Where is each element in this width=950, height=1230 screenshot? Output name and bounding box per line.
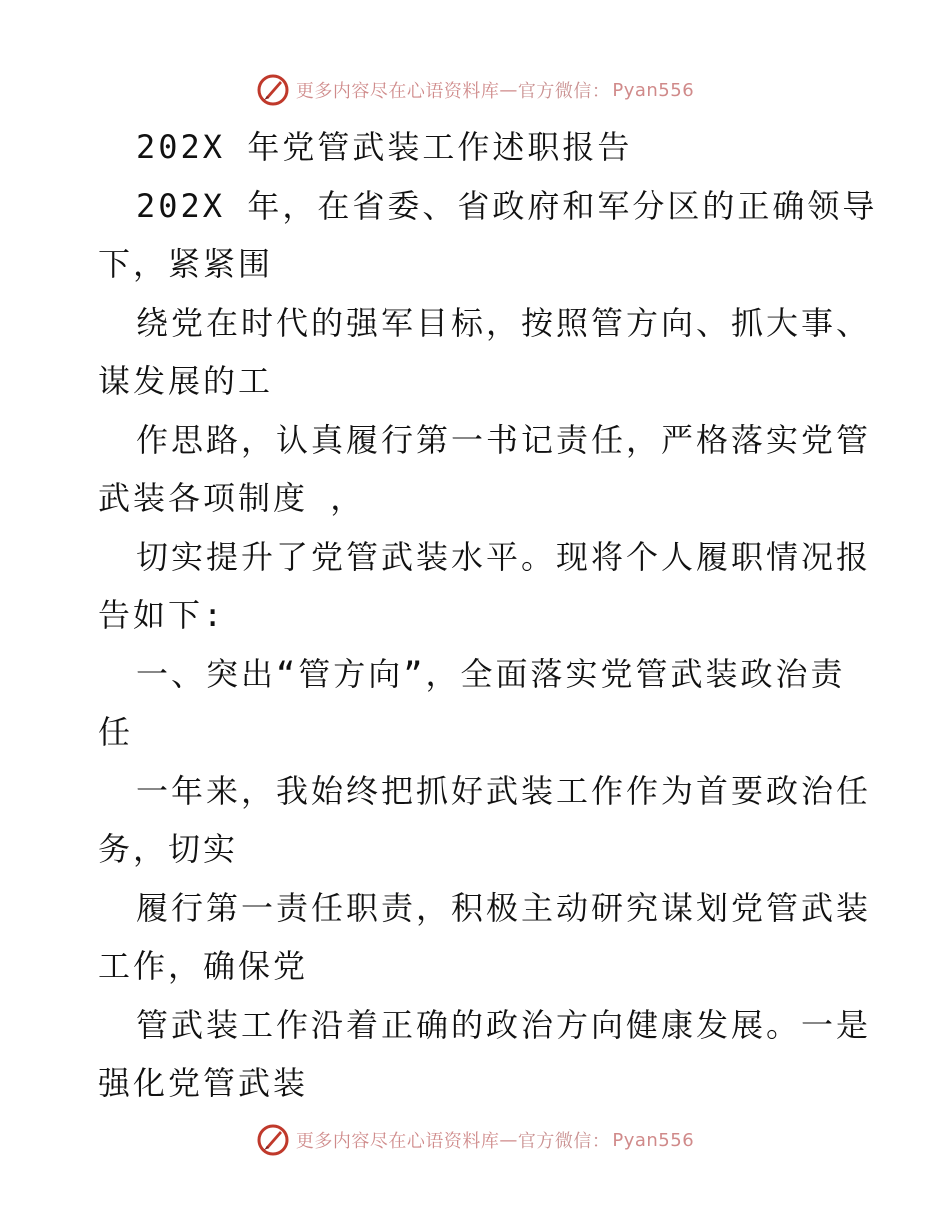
header-banner bbox=[0, 70, 950, 110]
paragraph bbox=[98, 294, 872, 411]
banner-wechat-label: 官方微信： bbox=[517, 1131, 611, 1152]
paragraph bbox=[98, 762, 872, 879]
text-line: 202X 年，在省委、省政府和军分区的正确领导 bbox=[136, 186, 878, 225]
banner-dash: — bbox=[499, 1129, 518, 1151]
banner-wechat-id: Pyan556 bbox=[612, 1129, 695, 1151]
quill-logo-icon bbox=[256, 73, 290, 107]
text-line: 一、突出“管方向”，全面落实党管武装政治责 bbox=[136, 654, 846, 693]
text-line: 任 bbox=[98, 713, 134, 751]
banner-wechat-label: 官方微信： bbox=[517, 81, 611, 102]
banner-text: 更多内容尽在心语资料库 bbox=[295, 81, 500, 102]
text-line: 履行第一责任职责，积极主动研究谋划党管武装 bbox=[136, 888, 872, 927]
paragraph bbox=[98, 996, 872, 1113]
text-line: 管武装工作沿着正确的政治方向健康发展。一是 bbox=[136, 1005, 872, 1044]
footer-banner bbox=[0, 1120, 950, 1160]
banner-dash: — bbox=[499, 79, 518, 101]
banner-wechat-id: Pyan556 bbox=[612, 79, 695, 101]
section-heading bbox=[98, 645, 858, 762]
text-line: 工作，确保党 bbox=[98, 947, 309, 985]
text-line: 告如下: bbox=[98, 596, 226, 634]
text-line: 一年来，我始终把抓好武装工作作为首要政治任 bbox=[136, 771, 872, 810]
banner-text: 更多内容尽在心语资料库 bbox=[295, 1131, 500, 1152]
quill-logo-icon bbox=[256, 1123, 290, 1157]
text-line: 作思路，认真履行第一书记责任，严格落实党管 bbox=[136, 420, 872, 459]
text-line: 切实提升了党管武装水平。现将个人履职情况报 bbox=[136, 537, 872, 576]
text-line: 202X 年党管武装工作述职报告 bbox=[136, 128, 633, 166]
document-body bbox=[98, 118, 878, 1113]
text-line: 绕党在时代的强军目标，按照管方向、抓大事、 bbox=[136, 303, 872, 342]
text-line: 谋发展的工 bbox=[98, 362, 274, 400]
text-line: 强化党管武装 bbox=[98, 1064, 309, 1102]
paragraph bbox=[98, 879, 872, 996]
paragraph bbox=[98, 177, 878, 294]
text-line: 武装各项制度 ， bbox=[98, 479, 366, 517]
text-line: 务，切实 bbox=[98, 830, 239, 868]
paragraph-title bbox=[98, 118, 858, 177]
paragraph bbox=[98, 411, 872, 528]
text-line: 下，紧紧围 bbox=[98, 245, 274, 283]
paragraph bbox=[98, 528, 872, 645]
